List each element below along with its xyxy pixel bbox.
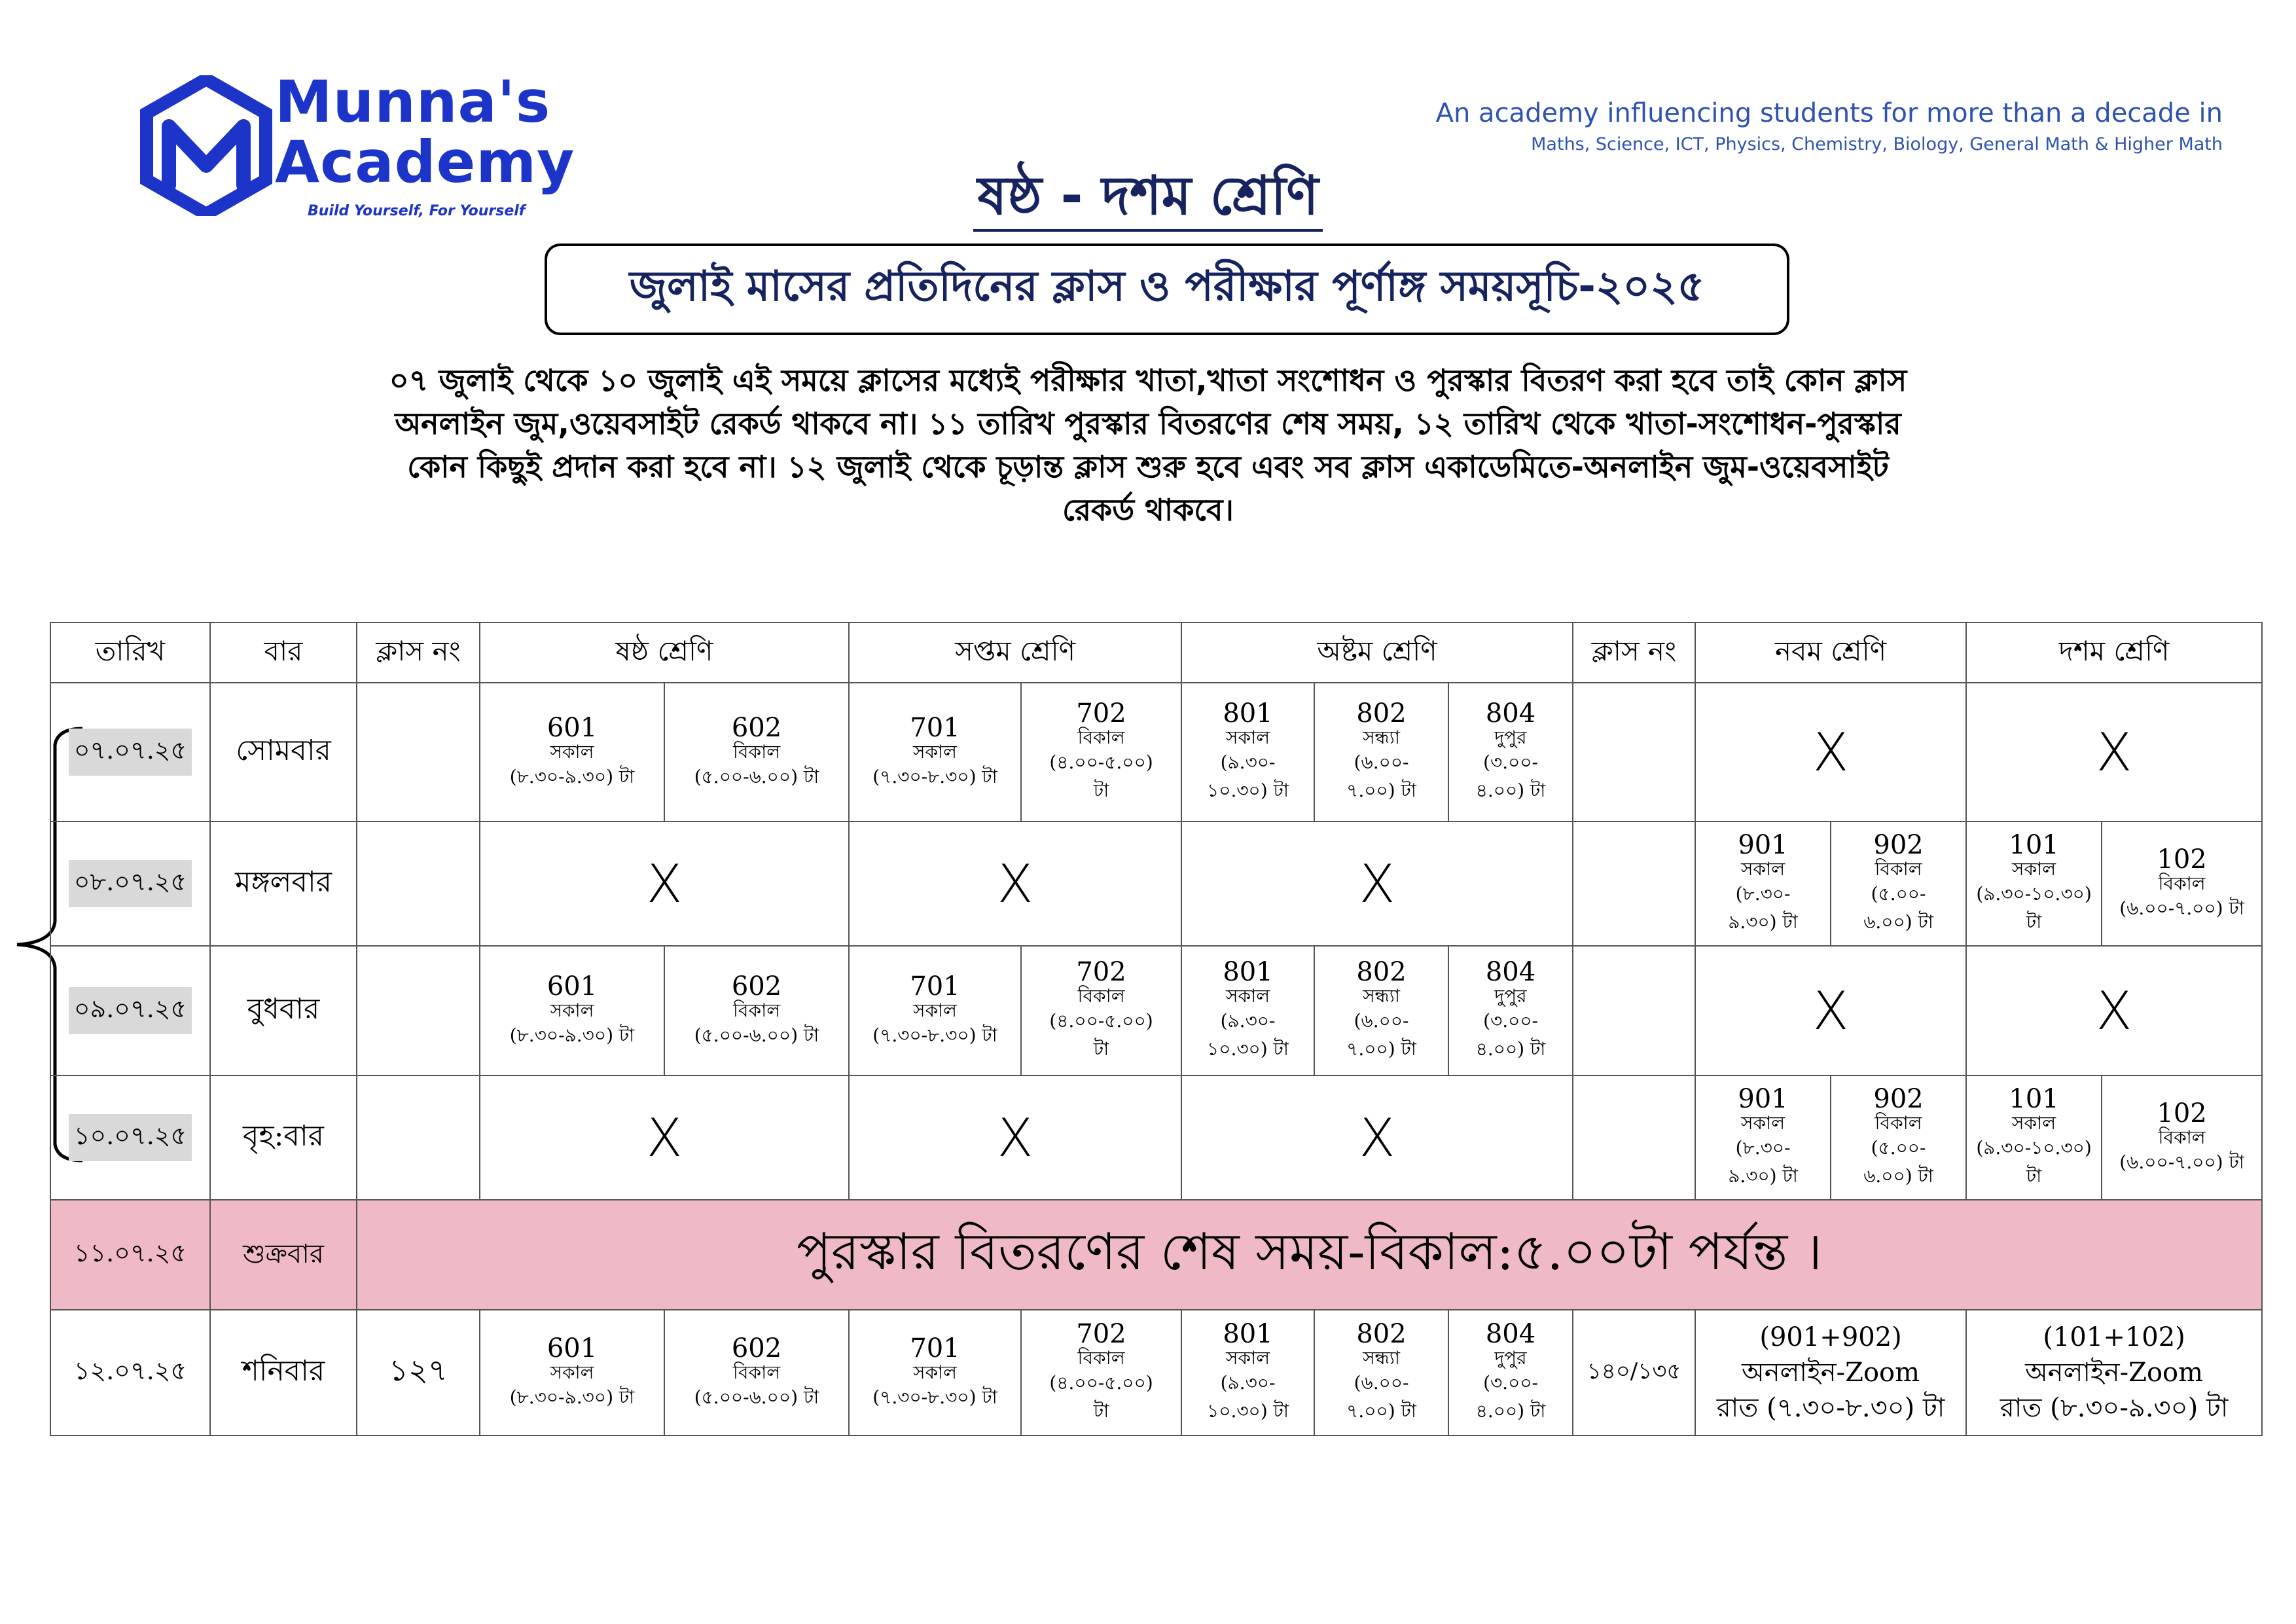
class-shift: বিকাল bbox=[2158, 1126, 2206, 1148]
class-code: 804 bbox=[1485, 1319, 1536, 1350]
no-class-cell bbox=[1181, 1075, 1573, 1200]
class-shift: সকাল bbox=[1225, 727, 1270, 749]
no-class-cell bbox=[480, 1075, 849, 1200]
class-time: (৩.০০- bbox=[1483, 1372, 1538, 1394]
class-time: (৪.০০-৫.০০) bbox=[1049, 1010, 1153, 1032]
x-mark-icon: X bbox=[997, 1107, 1033, 1168]
class-time: ১০.৩০) টা bbox=[1207, 780, 1289, 802]
class-code: 804 bbox=[1485, 957, 1536, 988]
class-code: 701 bbox=[910, 971, 960, 1001]
class-ten-online-cell bbox=[1966, 1310, 2262, 1435]
class-time: (৫.০০-৬.০০) টা bbox=[694, 1386, 819, 1408]
x-mark-icon: X bbox=[1359, 853, 1395, 914]
class-shift: সকাল bbox=[1741, 1112, 1785, 1134]
class-cell-102 bbox=[2102, 821, 2262, 946]
class-code: 601 bbox=[547, 971, 598, 1001]
class-shift: বিকাল bbox=[732, 740, 781, 763]
class-cell-901 bbox=[1695, 1075, 1831, 1200]
day-cell: সোমবার bbox=[210, 683, 357, 821]
date-cell bbox=[50, 1075, 210, 1200]
academy-statement bbox=[1436, 97, 2223, 160]
header-class-nine: নবম শ্রেণি bbox=[1695, 623, 1966, 683]
class-shift: বিকাল bbox=[732, 999, 781, 1021]
class-cell-802 bbox=[1314, 946, 1448, 1075]
class-time: (৬.০০-৭.০০) টা bbox=[2119, 1151, 2244, 1173]
no-class-cell bbox=[849, 1075, 1181, 1200]
class-shift: সকাল bbox=[1225, 985, 1270, 1007]
no-class-cell bbox=[1695, 946, 1966, 1075]
combo-classes: (901+902) bbox=[1759, 1322, 1902, 1352]
no-class-cell bbox=[849, 821, 1181, 946]
date-value: ০৯.০৭.২৫ bbox=[69, 987, 192, 1034]
schedule-title-box bbox=[545, 244, 1789, 335]
header-date: তারিখ bbox=[50, 623, 210, 683]
combo-classes: (101+102) bbox=[2043, 1322, 2185, 1352]
class-code: 702 bbox=[1076, 698, 1126, 729]
class-cell-902 bbox=[1831, 1075, 1966, 1200]
x-mark-icon: X bbox=[646, 1107, 683, 1168]
class-time: (৯.৩০-১০.৩০) bbox=[1976, 1137, 2092, 1159]
day-cell: শনিবার bbox=[210, 1310, 357, 1435]
award-deadline-banner: পুরস্কার বিতরণের শেষ সময়-বিকাল:৫.০০টা পর্যন্ত । bbox=[357, 1200, 2262, 1310]
class-time: (৫.০০- bbox=[1871, 883, 1926, 905]
class-shift: সন্ধ্যা bbox=[1363, 727, 1400, 749]
class-cell-101 bbox=[1966, 1075, 2102, 1200]
class-shift: বিকাল bbox=[1077, 1347, 1125, 1369]
class-code: 801 bbox=[1223, 957, 1273, 988]
brand-tagline: Build Yourself, For Yourself bbox=[308, 203, 526, 219]
class-time: টা bbox=[2026, 1165, 2042, 1187]
class-cell-804 bbox=[1448, 1310, 1573, 1435]
class-code: 602 bbox=[731, 712, 782, 743]
class-code: 802 bbox=[1356, 698, 1407, 729]
class-shift: বিকাল bbox=[732, 1361, 781, 1383]
header-class-no-2: ক্লাস নং bbox=[1573, 623, 1695, 683]
class-code: 702 bbox=[1076, 1319, 1126, 1350]
class-code: 804 bbox=[1485, 698, 1536, 729]
brand-name-line2: Academy bbox=[275, 128, 575, 196]
x-mark-icon: X bbox=[1812, 721, 1849, 783]
class-shift: সকাল bbox=[550, 740, 594, 763]
class-time: ১০.৩০) টা bbox=[1207, 1400, 1289, 1422]
class-time: (৭.৩০-৮.৩০) টা bbox=[872, 1386, 997, 1408]
class-shift: সন্ধ্যা bbox=[1363, 1347, 1400, 1369]
class-no-cell-2 bbox=[1573, 946, 1695, 1075]
class-cell-802 bbox=[1314, 1310, 1448, 1435]
statement-line2: Maths, Science, ICT, Physics, Chemistry, Biology, General Math & Higher Math bbox=[1531, 134, 2223, 154]
class-code: 701 bbox=[910, 1333, 960, 1363]
no-class-cell bbox=[1181, 821, 1573, 946]
class-code: 701 bbox=[910, 712, 960, 743]
class-cell-602 bbox=[664, 683, 849, 821]
class-cell-602 bbox=[664, 946, 849, 1075]
day-cell: বুধবার bbox=[210, 946, 357, 1075]
class-code: 601 bbox=[547, 712, 598, 743]
x-mark-icon: X bbox=[646, 853, 683, 914]
class-time: (৮.৩০- bbox=[1735, 883, 1791, 905]
header-class-six: ষষ্ঠ শ্রেণি bbox=[480, 623, 849, 683]
combo-time: রাত (৭.৩০-৮.৩০) টা bbox=[1716, 1393, 1945, 1423]
class-cell-602 bbox=[664, 1310, 849, 1435]
class-cell-701 bbox=[849, 683, 1021, 821]
class-shift: বিকাল bbox=[1874, 1112, 1922, 1134]
class-time: (৬.০০- bbox=[1354, 1010, 1409, 1032]
class-nine-online-cell bbox=[1695, 1310, 1966, 1435]
class-code: 902 bbox=[1873, 1084, 1924, 1115]
date-value: ১০.০৭.২৫ bbox=[69, 1114, 192, 1161]
grade-title-text: ষষ্ঠ - দশম শ্রেণি bbox=[973, 164, 1322, 232]
class-time: ১০.৩০) টা bbox=[1207, 1038, 1289, 1060]
class-time: ৬.০০) টা bbox=[1863, 911, 1933, 933]
class-time: (৪.০০-৫.০০) bbox=[1049, 751, 1153, 773]
class-code: 601 bbox=[547, 1333, 598, 1363]
combo-time: রাত (৮.৩০-৯.৩০) টা bbox=[2000, 1393, 2229, 1423]
class-cell-702 bbox=[1021, 1310, 1181, 1435]
class-time: (৯.৩০- bbox=[1220, 1372, 1276, 1394]
class-cell-804 bbox=[1448, 683, 1573, 821]
date-cell bbox=[50, 821, 210, 946]
class-cell-801 bbox=[1181, 946, 1314, 1075]
class-time: (৮.৩০-৯.৩০) টা bbox=[509, 765, 635, 787]
statement-line1: An academy influencing students for more than a decade in bbox=[1435, 98, 2223, 128]
class-code: 102 bbox=[2157, 844, 2207, 875]
x-mark-icon: X bbox=[1812, 980, 1849, 1041]
class-cell-901 bbox=[1695, 821, 1831, 946]
class-shift: সকাল bbox=[1741, 858, 1785, 880]
class-cell-701 bbox=[849, 946, 1021, 1075]
date-value: ০৮.০৭.২৫ bbox=[69, 860, 192, 907]
class-code: 901 bbox=[1738, 830, 1788, 861]
combo-mode: অনলাইন-Zoom bbox=[2025, 1358, 2204, 1388]
class-shift: দুপুর bbox=[1494, 985, 1527, 1007]
class-code: 802 bbox=[1356, 1319, 1407, 1350]
table-row bbox=[50, 946, 2262, 1075]
class-time: টা bbox=[1093, 1038, 1109, 1060]
no-class-cell bbox=[480, 821, 849, 946]
class-code: 902 bbox=[1873, 830, 1924, 861]
notice-line: রেকর্ড থাকবে। bbox=[1062, 492, 1234, 528]
class-no-cell bbox=[357, 1075, 480, 1200]
class-shift: বিকাল bbox=[2158, 872, 2206, 894]
class-time: (৯.৩০- bbox=[1220, 1010, 1276, 1032]
table-row bbox=[50, 1075, 2262, 1200]
table-header-row bbox=[50, 623, 2262, 683]
class-time: ৪.০০) টা bbox=[1475, 1038, 1546, 1060]
class-no-cell-2 bbox=[1573, 683, 1695, 821]
class-time: ৯.৩০) টা bbox=[1728, 911, 1798, 933]
class-code: 101 bbox=[2009, 1084, 2059, 1115]
class-code: 102 bbox=[2157, 1098, 2207, 1128]
class-code: 802 bbox=[1356, 957, 1407, 988]
class-cell-801 bbox=[1181, 683, 1314, 821]
class-no-cell: ১২৭ bbox=[357, 1310, 480, 1435]
class-time: (৬.০০- bbox=[1354, 1372, 1409, 1394]
class-time: ৯.৩০) টা bbox=[1728, 1165, 1798, 1187]
class-shift: সকাল bbox=[1225, 1347, 1270, 1369]
notice-paragraph bbox=[288, 359, 2008, 532]
class-shift: দুপুর bbox=[1494, 1347, 1527, 1369]
class-time: টা bbox=[1093, 780, 1109, 802]
class-shift: বিকাল bbox=[1077, 727, 1125, 749]
x-mark-icon: X bbox=[1359, 1107, 1395, 1168]
class-time: (৬.০০- bbox=[1354, 751, 1409, 773]
class-time: (৫.০০- bbox=[1871, 1137, 1926, 1159]
class-time: (৭.৩০-৮.৩০) টা bbox=[872, 1024, 997, 1046]
table-row bbox=[50, 1310, 2262, 1435]
class-time: (৮.৩০-৯.৩০) টা bbox=[509, 1024, 635, 1046]
class-shift: বিকাল bbox=[1077, 985, 1125, 1007]
date-cell bbox=[50, 946, 210, 1075]
combo-mode: অনলাইন-Zoom bbox=[1742, 1358, 1920, 1388]
day-cell: শুক্রবার bbox=[210, 1200, 357, 1310]
class-shift: দুপুর bbox=[1494, 727, 1527, 749]
x-mark-icon: X bbox=[2096, 980, 2132, 1041]
class-shift: সকাল bbox=[912, 1361, 958, 1383]
class-no-cell bbox=[357, 946, 480, 1075]
date-value: ০৭.০৭.২৫ bbox=[69, 729, 192, 776]
schedule-title-text: জুলাই মাসের প্রতিদিনের ক্লাস ও পরীক্ষার পূর্ণাঙ্গ সময়সূচি-২০২৫ bbox=[629, 262, 1705, 311]
no-class-cell bbox=[1695, 683, 1966, 821]
class-cell-902 bbox=[1831, 821, 1966, 946]
class-time: (৩.০০- bbox=[1483, 1010, 1538, 1032]
class-cell-702 bbox=[1021, 683, 1181, 821]
class-code: 101 bbox=[2009, 830, 2059, 861]
class-shift: সকাল bbox=[550, 1361, 594, 1383]
table-row bbox=[50, 683, 2262, 821]
class-code: 702 bbox=[1076, 957, 1126, 988]
class-cell-601 bbox=[480, 683, 664, 821]
date-value: ১১.০৭.২৫ bbox=[73, 1238, 187, 1267]
date-cell bbox=[50, 1200, 210, 1310]
class-cell-101 bbox=[1966, 821, 2102, 946]
grade-title bbox=[0, 164, 2296, 232]
class-cell-701 bbox=[849, 1310, 1021, 1435]
class-time: টা bbox=[2026, 911, 2042, 933]
class-time: ৭.০০) টা bbox=[1346, 780, 1416, 802]
class-code: 602 bbox=[731, 1333, 782, 1363]
class-time: ৬.০০) টা bbox=[1863, 1165, 1933, 1187]
header-day: বার bbox=[210, 623, 357, 683]
class-cell-802 bbox=[1314, 683, 1448, 821]
no-class-cell bbox=[1966, 683, 2262, 821]
class-code: 801 bbox=[1223, 1319, 1273, 1350]
class-time: (৬.০০-৭.০০) টা bbox=[2119, 897, 2244, 919]
header-class-ten: দশম শ্রেণি bbox=[1966, 623, 2262, 683]
class-time: (৫.০০-৬.০০) টা bbox=[694, 765, 819, 787]
class-cell-601 bbox=[480, 1310, 664, 1435]
class-cell-801 bbox=[1181, 1310, 1314, 1435]
class-code: 901 bbox=[1738, 1084, 1788, 1115]
class-cell-601 bbox=[480, 946, 664, 1075]
table-row-friday bbox=[50, 1200, 2262, 1310]
notice-line: ০৭ জুলাই থেকে ১০ জুলাই এই সময়ে ক্লাসের মধ্যেই পরীক্ষার খাতা,খাতা সংশোধন ও পুরস্কার বিতরণ করা হবে তাই কোন ক্লাস bbox=[389, 363, 1907, 398]
class-no-cell bbox=[357, 821, 480, 946]
class-time: (৪.০০-৫.০০) bbox=[1049, 1372, 1153, 1394]
class-time: ৪.০০) টা bbox=[1475, 780, 1546, 802]
class-shift: সকাল bbox=[912, 999, 958, 1021]
date-cell bbox=[50, 1310, 210, 1435]
class-time: (৩.০০- bbox=[1483, 751, 1538, 773]
class-shift: সন্ধ্যা bbox=[1363, 985, 1400, 1007]
class-time: (৫.০০-৬.০০) টা bbox=[694, 1024, 819, 1046]
date-value: ১২.০৭.২৫ bbox=[73, 1356, 187, 1385]
x-mark-icon: X bbox=[2096, 721, 2132, 783]
class-no-cell-2 bbox=[1573, 821, 1695, 946]
class-cell-804 bbox=[1448, 946, 1573, 1075]
date-cell bbox=[50, 683, 210, 821]
class-code: 801 bbox=[1223, 698, 1273, 729]
class-no-cell bbox=[357, 683, 480, 821]
notice-line: অনলাইন জুম,ওয়েবসাইট রেকর্ড থাকবে না। ১১ তারিখ পুরস্কার বিতরণের শেষ সময়, ১২ তারিখ থেকে খাতা-সংশোধন-পুরস্কার bbox=[395, 406, 1901, 441]
class-time: ৪.০০) টা bbox=[1475, 1400, 1546, 1422]
class-time: (৮.৩০- bbox=[1735, 1137, 1791, 1159]
x-mark-icon: X bbox=[997, 853, 1033, 914]
class-shift: সকাল bbox=[2012, 858, 2056, 880]
class-time: (৯.৩০- bbox=[1220, 751, 1276, 773]
class-time: (৭.৩০-৮.৩০) টা bbox=[872, 765, 997, 787]
class-no-cell-2: ১৪০/১৩৫ bbox=[1573, 1310, 1695, 1435]
class-shift: সকাল bbox=[2012, 1112, 2056, 1134]
class-time: (৮.৩০-৯.৩০) টা bbox=[509, 1386, 635, 1408]
class-time: ৭.০০) টা bbox=[1346, 1038, 1416, 1060]
header-class-eight: অষ্টম শ্রেণি bbox=[1181, 623, 1573, 683]
day-cell: মঙ্গলবার bbox=[210, 821, 357, 946]
class-cell-102 bbox=[2102, 1075, 2262, 1200]
class-time: ৭.০০) টা bbox=[1346, 1400, 1416, 1422]
class-time: টা bbox=[1093, 1400, 1109, 1422]
schedule-table bbox=[50, 622, 2263, 1436]
class-no-cell-2 bbox=[1573, 1075, 1695, 1200]
class-shift: বিকাল bbox=[1874, 858, 1922, 880]
class-shift: সকাল bbox=[912, 740, 958, 763]
header-class-no: ক্লাস নং bbox=[357, 623, 480, 683]
class-code: 602 bbox=[731, 971, 782, 1001]
header-class-seven: সপ্তম শ্রেণি bbox=[849, 623, 1181, 683]
notice-line: কোন কিছুই প্রদান করা হবে না। ১২ জুলাই থেকে চূড়ান্ত ক্লাস শুরু হবে এবং সব ক্লাস একাডেমিতে-অনলাইন জুম-ওয়েবসাইট bbox=[407, 449, 1889, 484]
class-shift: সকাল bbox=[550, 999, 594, 1021]
day-cell: বৃহ:বার bbox=[210, 1075, 357, 1200]
no-class-cell bbox=[1966, 946, 2262, 1075]
brand-name-line1: Munna's bbox=[275, 68, 551, 135]
table-row bbox=[50, 821, 2262, 946]
class-time: (৯.৩০-১০.৩০) bbox=[1976, 883, 2092, 905]
class-cell-702 bbox=[1021, 946, 1181, 1075]
